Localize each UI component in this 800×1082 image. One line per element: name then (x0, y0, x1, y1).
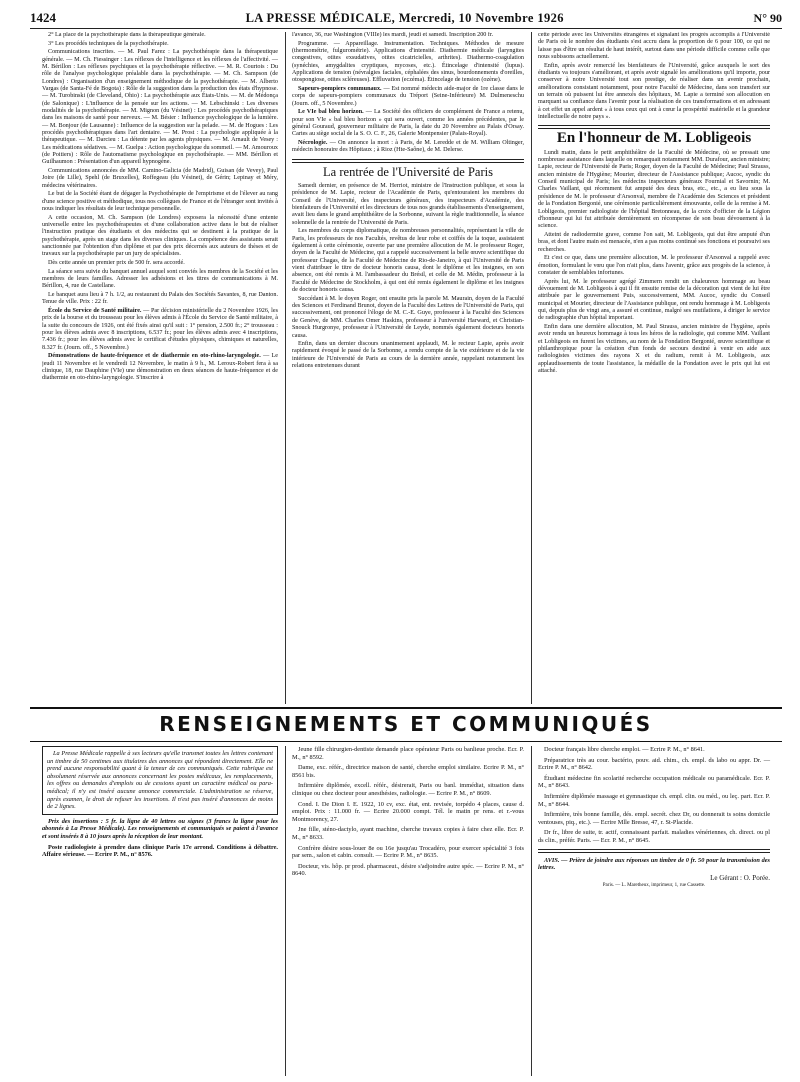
paragraph: Enfin, après avoir remercié les bienfaiteurs de l'Université, grâce auxquels le sort des étudiants va toujours s'améliorant, et après avoir signalé les améliorations qu'il importe, pour conserver à notre Université tout son prestige, de réaliser dans un avenir prochain, améliorations consistant notamment, pour notre Faculté de Médecine, dans son transfert sur un terrain où puissent lui être annexés des hôpitaux, M. Lapie a terminé son allocution en marquant sa confiance dans l'avenir pour la réalisation de ces transformations et en adressant à cet effet un appel ardent « à tous ceux qui ont à cœur la prospérité matérielle et la grandeur intellectuelle de notre pays ». (538, 62, 770, 121)
paragraph: Communications inscrites. — M. Paul Farez : La psychothérapie dans la thérapeutique générale. — M. Ch. Fiessinger : Les réflexes de l'intelligence et les réflexes de l'affectivité. — M. Bérillon : Les réflexes psychiques et la psychothérapie réflective. — M. R. Courtois : Du rôle de l'analyse psychologique préalable dans la psychothérapie. — M. Ch. Sampson (de Londres) : Organisation d'un enseignement méthodique de la psychothérapie. — M. Alberto Vargas (de Santa-Fé de Bogota) : Rôle de la suggestion dans la production des états d'hypnose. — M. Turobinski (de Cleveland, Ohio) : La psychothérapie aux États-Unis. — M. de Médonça (de Salonique) : L'influence de la pensée sur les actions. — M. Lebschinski : Les diverses modalités de la psychothérapie. — M. Mignon (du Vésinet) : Les procédés psychothérapiques dans les maisons de santé pour nerveux. — M. Bésier : Influence psychologique de la lumière. — M. Bonjour (de Lausanne) : Influence de la suggestion sur la pelade. — M. de Hogues : Les procédés psychothérapiques dans l'art dentaire. — M. Prost : La psychologie appliquée à la thérapeutique. — M. Darcieu : La détente par les agents physiques. — M. Arnault de Vesey : Les médications sédatives. — M. Guelpa : Action psychologique du sommeil. — M. Amouroux (de Poitiers) : Rôle de l'automatisme psychologique en psychothérapie. — MM. Bérillon et Guilhaumon : Présentation d'un appareil hypnogène. (42, 49, 278, 166)
paragraph: cette période avec les Universités étrangères et signalant les progrès accomplis à l'Université de Paris où le nombre des étudiants s'est accru dans la proportion de 6 pour 100, ce qui ne laisse pas d'être un résultat de haut intérêt, surtout dans une période difficile comme celle que nous subissons actuellement. (538, 32, 770, 61)
column-3 (538, 32, 770, 704)
ads-column-3 (538, 746, 770, 1076)
classified-ad: Préparatrice très au cour. bactério, pouv. aid. chim., ch. empl. ds labo ou appr. Dr. — Ecrire P. M., n° 8642. (538, 756, 770, 772)
paragraph: Les membres du corps diplomatique, de nombreuses personnalités, représentant la ville de Paris, les professeurs de nos Facultés, revêtus de leur robe et coiffés de la toque, assistaient également à cette cérémonie, ouverte par une première allocution de M. le professeur Roger, doyen de la Faculté de Médecine, qui a rappelé successivement la belle œuvre scientifique du professeur Chagas, de la Faculté de Médecine de Rio-de-Janeiro, à qui l'Université de Paris vient d'attribuer le titre de docteur honoris causa, dont le diplôme et les insignes, en son absence, ont été remis à M. l'ambassadeur du Brésil, et celle de M. Médin, professeur à la Faculté de Médecine de Stockholm, à qui ont été remis également le diplôme et les insignes de docteur honoris causa. (292, 228, 524, 294)
classified-ad: Dr fr., libre de suite, tr. actif, connaissant parfait. maladies vénériennes, ch. direct. ou pl ds clin., préfér. Paris. — Ecr. P. M., n° 8645. (538, 829, 770, 844)
column-divider (531, 32, 532, 704)
paragraph: Dès cette année un premier prix de 500 fr. sera accordé. (48, 260, 185, 267)
news-item-necrologie (292, 140, 524, 155)
classified-ad: Confrère désire sous-louer 8e ou 16e jusqu'au Trocadéro, pour exercer spécialité 3 fois par sem., salon et cabin. consult. — Ecrire P. M., n° 8635. (292, 844, 524, 860)
article-title-honneur: En l'honneur de M. Lobligeois (556, 130, 752, 147)
news-text: — On annonce la mort : à Paris, de M. Leredde et de M. William Oltinger, médecin honoraire des Hôpitaux ; à Rioz (Hte-Saône), de M. Delerse. (292, 140, 524, 154)
paragraph: Après lui, M. le professeur agrégé Zimmern rendit un chaleureux hommage au beau dévouement de M. Lobligeois à qui il fit ensuite remise de la décoration qui vient de lui être attribuée par le gouvernement Puis, successivement, MM. Aucoc, syndic du Conseil municipal et Mourier, directeur de l'Assistance publique, ont rendu hommage à M. Lobligeois qui, depuis plus de vingt ans, a assuré et continue, malgré ses mutilations, à diriger le service de radiographie d'un hôpital important. (538, 278, 770, 322)
classified-ad: Jeune fille chirurgien-dentiste demande place opérateur Paris ou banlieue proche. Ecr. P. M., n° 8592. (292, 746, 524, 761)
avis-notice: AVIS. — Prière de joindre aux réponses un timbre de 0 fr. 50 pour la transmission des lettres. (538, 856, 770, 872)
journal-title: LA PRESSE MÉDICALE, Mercredi, 10 Novembre 1926 (245, 11, 564, 25)
column-divider (285, 32, 286, 704)
classified-ad: Infirmière, très bonne famille, dés. empl. secrét. chez Dr, ou donnerait ts soins domicile ventouses, piq., etc.). — Ecrire Mlle Bresse, 47, r. St-Placide. (538, 811, 770, 826)
news-text: — Est nommé médecin aide-major de 1re classe dans le corps de sapeurs-pompiers communaux du Tréport (Seine-Inférieure) M. Dulmeneschu (Journ. off., 5 Novembre.) (292, 86, 524, 107)
classified-ad: Cond. I. De Dion I. E. 1922, 10 cv, exc. état, ent. revisée, torpédo 4 places, cause d. emploi. Prix : 11.000 fr. — Ecrire 20.000 compt. Tél. le matin pr rens. et r.-vous Montmorency, 27. (292, 800, 524, 823)
section-rule (538, 125, 770, 129)
ads-column-1 (42, 746, 278, 1076)
page-number: 1424 (30, 10, 56, 25)
rubrique-notice: La Presse Médicale rappelle à ses lecteurs qu'elle transmet toutes les lettres contenant un timbre de 50 centimes aux titulaires des annonces qui répondent directement. Elle ne prend aucune responsabilité quant à la teneur de ces communiqués. Cette rubrique est absolument réservée aux annonces concernant les postes médicaux, les remplacements, les offres ou demandes d'emplois ou de cessions ayant un caractère médical ou para-médical; il n'y est inséré aucune annonce commerciale. L'administration se réserve, après examen, le droit de refuser les insertions. Il n'est pas inséré d'annonces de moins de 2 lignes. (42, 746, 278, 815)
news-heading: École du Service de Santé militaire. (48, 308, 142, 315)
paragraph: La séance sera suivie du banquet annuel auquel sont conviés les membres de la Société et les membres de leurs familles. Adresser les adhésions et les titres de communications à M. Bérillon, 4, rue de Castellane. (42, 268, 278, 290)
classified-ad: Docteur français libre cherche emploi. — Ecrire P. M., n° 8641. (544, 746, 705, 753)
banner-title: RENSEIGNEMENTS ET COMMUNIQUÉS (159, 712, 653, 736)
paragraph: Atteint de radiodermite grave, comme l'on sait, M. Lobligeois, qui dut être amputé d'un bras, et dont l'autre main est menacée, n'en a pas moins continué ses fonctions et poursuivi ses recherches. (538, 231, 770, 253)
classified-ad: Dame, exc. référ., directrice maison de santé, cherche emploi similaire. Ecrire P. M., n° 8561 bis. (292, 764, 524, 779)
news-heading: Démonstrations de haute-fréquence et de diathermie en oto-rhino-laryngologie. (48, 353, 261, 360)
paragraph: Le banquet aura lieu à 7 h. 1/2, au restaurant du Palais des Sociétés Savantes, 8, rue Danton. Tenue de ville. Prix : 22 fr. (42, 292, 278, 306)
news-text: — La Société des officiers de complément de France a retenu, pour son VIe « bal bleu horizon » qui sera ouvert, comme les années précédentes, par le général Gouraud, gouverneur militaire de Paris, la date du 20 Novembre au Palais d'Orsay. Cartes au siège social de la S. O. C. F., 26, Galerie Montpensier (Palais-Royal). (292, 109, 524, 138)
news-item-ecole (42, 308, 278, 352)
paragraph: Succédant à M. le doyen Roger, ont ensuite pris la parole M. Maurain, doyen de la Faculté des Sciences et Ferdinand Brunot, doyen de la Faculté des Lettres de l'Université de Paris, qui successivement, ont prononcé l'éloge de M. C.-E. Guye, professeur à la Faculté des Sciences de Genève, de MM. Charles Omer Haskins, professeur à l'université Harward, et Christian-Snouck Hurgronye, professeur à l'Université de Leyde, nommés également docteurs honoris causa. (292, 295, 524, 339)
classified-ad: Docteur, vis. hôp. pr prod. pharmaceut., désire s'adjoindre autre spéc. — Ecrire P. M., n° 8640. (292, 862, 524, 878)
news-heading: Nécrologie. (298, 140, 328, 146)
column-1 (42, 32, 278, 704)
insertion-prices: Prix des insertions : 5 fr. la ligne de 40 lettres ou signes (3 francs la ligne pour les abonnés à La Presse Médicale). Les renseignements et communiqués se paient à l'avance et sont insérés 8 à 10 jours après la réception de leur montant. (42, 817, 278, 840)
news-text: — Le jeudi 11 Novembre et le vendredi 12 Novembre, le matin à 9 h., M. Leroux-Robert fera à sa clinique, 18, rue Dauphine (VIe) une démonstration en deux séances de haute-fréquence et de diathermie en oto-rhino-laryngologie. S'inscrire à (42, 353, 278, 382)
gerant-line: Le Gérant : O. Porée. (710, 873, 770, 882)
news-heading: Le VIe bal bleu horizon. (298, 109, 364, 116)
paragraph: Programme. — Appareillage. Instrumentation. Techniques. Méthodes de mesure (thermométrie, fulgurométrie). Applications d'intensité. Diathermie médicale (laryngites congestives, otites exsudatives, otites cicatricielles, arthrites). Diathermo-coagulation (synéchies, amygdalites cryptiques, mycoses, etc.). Étincelage d'intensité (lupus). Applications de tension (névralgies faciales, céphalées des sinus, bourdonnements d'oreilles, otospongiose, otites scléreuses). Effluvation (eczéma). Étincelage de tension (ozène). (292, 40, 524, 84)
paragraph: Le but de la Société étant de dégager la Psychothérapie de l'empirisme et de l'élever au rang d'une science positive et méthodique, tous nos collègues de France et de l'étranger sont invités à nous indiquer les résultats de leur technique personnelle. (42, 191, 278, 213)
classified-ad: Poste radiologiste à prendre dans clinique Paris 17e arrond. Conditions à débattre. Affaire sérieuse. — Ecrire P. M., n° 8576. (42, 843, 278, 859)
paragraph: Lundi matin, dans le petit amphithéâtre de la Faculté de Médecine, où se pressait une nombreuse assistance dans laquelle on remarquait notamment MM. Durafour, ancien ministre; Lapie, recteur de l'Université de Paris; Roger, doyen de la Faculté de Médecine; Paul Strauss, ancien ministre de l'Hygiène; Mourier, directeur de l'Assistance publique; Aucoc, syndic du Conseil municipal de Paris; les médecins inspecteurs généraux Fournial et Savornin; M. Charles Vaillant, qui récemment fut amputé des deux bras, etc., etc., a eu lieu sous la présidence de M. le professeur d'Arsonval, membre de l'Académie des Sciences et président de la Fondation Bergonié, une cérémonie particulièrement émouvante, celle de la remise à M. Lobligeois, premier radiologiste de l'hôpital Bretonneau, de la croix d'officier de la Légion d'honneur qui lui fut attribuée dernièrement en récompense de son beau dévouement à la science. (538, 149, 770, 230)
paragraph: Enfin, dans un dernier discours unanimement applaudi, M. le recteur Lapie, après avoir rapidement évoqué le passé de la Sorbonne, a rendu compte de la vie extérieure et de la vie intérieure de l'Université de Paris au cours de la dernière année, rappelant notamment les relations entretenues durant (292, 341, 524, 370)
paragraph: l'avance, 36, rue Washington (VIIIe) les mardi, jeudi et samedi. Inscription 200 fr. (292, 32, 494, 38)
news-item-pompiers (292, 86, 524, 108)
printer-line: Paris. — L. Maretheux, imprimeur, 1, rue Cassette. (602, 883, 706, 889)
paragraph: Et c'est ce que, dans une première allocution, M. le professeur d'Arsonval a rappelé avec émotion, formulant le vœu que l'on n'ait plus, dans l'avenir, grâce aux progrès de la science, à constater de semblables infortunes. (538, 255, 770, 276)
news-heading: Sapeurs-pompiers communaux. (298, 86, 382, 92)
classified-ad: Jne fille, sténo-dactylo, ayant machine, cherche travaux copies à faire chez elle. Ecr. P. M., n° 8633. (292, 826, 524, 841)
column-divider (285, 746, 286, 1076)
paragraph: Enfin dans une dernière allocution, M. Paul Strauss, ancien ministre de l'hygiène, après avoir rendu un heureux hommage à tous les héros de la radiologie, qui comme MM. Vaillant et Lobligeois en furent les victimes, au nom de la Fondation Bergonié, œuvre scientifique et philanthropique pour la création d'un fonds de secours destiné à venir en aide aux radiologistes victimes des rayons X et du radium, remit à M. Lobligeois, aux applaudissements de toute l'assistance, la médaille de la Fondation avec le prix qui lui est attaché. (538, 323, 770, 374)
paragraph: 2° La place de la psychothérapie dans la thérapeutique générale. (48, 32, 206, 38)
classified-ad: Étudiant médecine fin scolarité recherche occupation médicale ou paramédicale. Ecr. P. M., n° 8643. (538, 774, 770, 790)
classified-ad: Infirmière diplômée massage et gymnastique ch. empl. clin. ou méd., ou leç. part. Ecr. P. M., n° 8644. (538, 792, 770, 808)
ads-column-2 (292, 746, 524, 1076)
classified-ad: Infirmière diplômée, excell. référ., désirerait, Paris ou banl. immédiat, situation dans clinique ou chez docteur pour anesthésies, radiologie. — Ecrire P. M., n° 8609. (292, 782, 524, 797)
column-2 (292, 32, 524, 704)
news-item-bal (292, 109, 524, 138)
issue-number: N° 90 (753, 11, 782, 25)
column-divider (531, 746, 532, 1076)
article-title-rentree: La rentrée de l'Université de Paris (323, 164, 493, 179)
paragraph: A cette occasion, M. Ch. Sampson (de Londres) exposera la nécessité d'une entente universelle entre les psychothérapeutes et d'une collaboration active dans le but de réaliser l'instruction pratique des étudiants et des médecins qui se destinent à la pratique de la psychothérapie, après un stage dans les diverses cliniques. La compétence des assistants serait sanctionnée par l'obtention d'un diplôme et par des prix décernés aux auteurs de thèses et de travaux sur la psychothérapie par un jury de spécialistes. (42, 214, 278, 258)
section-rule (538, 849, 770, 853)
section-rule (292, 159, 524, 163)
news-text: — Par décision ministérielle du 2 Novembre 1926, les prix de la bourse et du trousseau pour les élèves admis à l'École du Service de Santé militaire, à la suite du concours de 1926, ont été fixés ainsi qu'il suit : 1° pension, 2.500 fr.; 2° trousseau : pour les élèves admis avec 8 inscriptions, 6.537 fr.; pour les élèves admis avec 4 inscriptions, 7.436 fr.; pour les élèves admis avec le certificat d'études physiques, chimiques et naturelles, 8.327 fr. (Journ. off., 5 Novembre.) (42, 308, 278, 351)
page-header (30, 6, 782, 29)
paragraph: Communications annoncées de MM. Camino-Galicia (de Madrid), Guisan (de Vevey), Paul Joire (de Lille), Spehl (de Bruxelles), Roffegeau (du Vésinet), de Gérin; Lepinay et Méry, médecins vétérinaires. (42, 168, 278, 189)
news-item-demo (42, 353, 278, 382)
paragraph: Samedi dernier, en présence de M. Herriot, ministre de l'Instruction publique, et sous la présidence de M. Lapie, recteur de l'Académie de Paris, qu'entouraient les membres du Conseil de l'Université, des inspecteurs généraux, des inspecteurs d'Académie, des bienfaiteurs de l'Université et les directeurs de tous nos grands établissements d'enseignement, avait lieu dans le grand amphithéâtre de la Sorbonne, suivant la règle traditionnelle, la séance solennelle de la rentrée de l'Université de Paris. (292, 183, 524, 226)
section-banner (30, 707, 782, 742)
paragraph: 3° Les procédés techniques de la psychothérapie. (48, 40, 169, 47)
